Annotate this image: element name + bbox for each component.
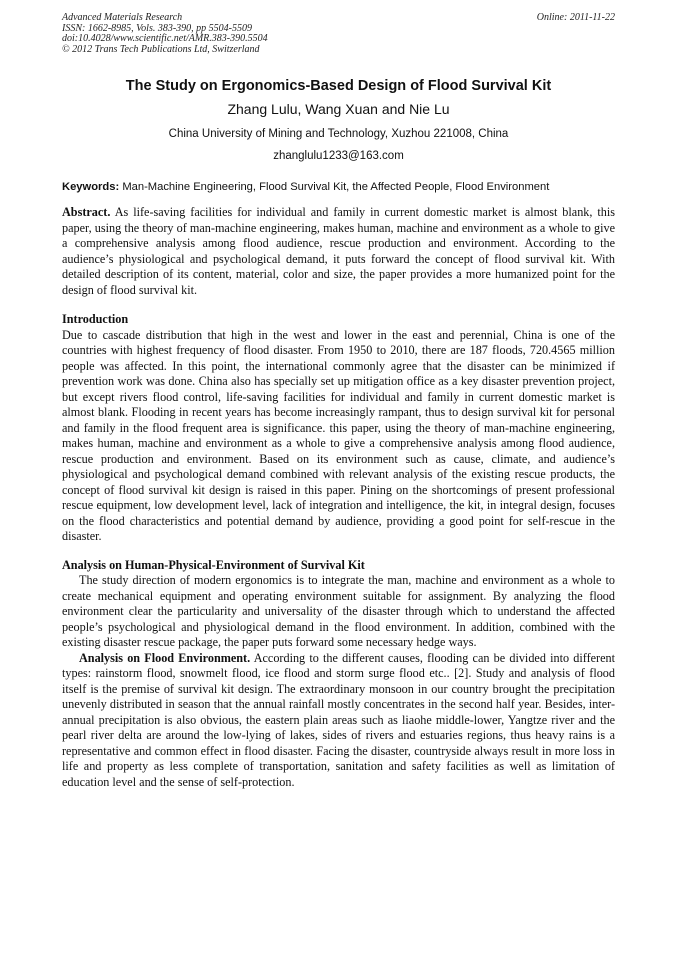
keywords-text: Man-Machine Engineering, Flood Survival Kit, the Affected People, Flood Environment bbox=[122, 181, 550, 193]
doi-line: doi:10.4028/www.scientific.net/AMR.383-390.5504 bbox=[62, 33, 268, 44]
keywords-label: Keywords: bbox=[62, 181, 120, 193]
abstract-label: Abstract. bbox=[62, 205, 111, 219]
paper-page bbox=[62, 13, 615, 790]
journal-name: Advanced Materials Research bbox=[62, 12, 183, 23]
flood-environment-label: Analysis on Flood Environment. bbox=[79, 650, 251, 665]
introduction-heading: Introduction bbox=[62, 312, 129, 326]
online-date: Online: 2011-11-22 bbox=[536, 12, 615, 23]
analysis-paragraph-2 bbox=[62, 651, 615, 791]
abstract bbox=[62, 205, 615, 298]
issn-line: ISSN: 1662-8985, Vols. 383-390, pp 5504-5509 bbox=[62, 22, 252, 34]
affiliation: China University of Mining and Technology, Xuzhou 221008, China bbox=[168, 128, 509, 140]
email: zhanglulu1233@163.com bbox=[273, 150, 404, 162]
abstract-text: As life-saving facilities for individual and family in current domestic market is almost blank, this paper, using the theory of man-machine engineering, makes human, machine and environment as a whole to give a comprehensive analysis among flood audience, rescue production and environment. According to the audience’s physiological and psychological demand, it puts forward the concept of flood survival kit. With detailed description of its content, material, color and size, the paper provides a more humanized point for the design of flood survival kit. bbox=[62, 205, 616, 297]
paper-title: The Study on Ergonomics-Based Design of Flood Survival Kit bbox=[125, 78, 552, 94]
analysis-paragraph-1: The study direction of modern ergonomics is to integrate the man, machine and environment as a whole to create mechanical equipment and operating environment suitable for assignment. By analyzing the flood environment clear the particularity and universality of the disaster through which to understand the affected people’s psychological and physiological demand in the flood environment. In addition, combined with the existing disaster rescue package, the paper puts forward some necessary hedge ways. bbox=[62, 573, 615, 649]
running-header bbox=[62, 13, 615, 55]
keywords bbox=[62, 180, 615, 194]
analysis-heading: Analysis on Human-Physical-Environment of Survival Kit bbox=[62, 557, 365, 572]
introduction-text: Due to cascade distribution that high in the west and lower in the east and perennial, China is one of the countries with highest frequency of flood disaster. From 1950 to 2010, there are 187 floods, 720.4565 million people was affected. In this point, the international commonly agree that the disaster can be minimized if prevention work was done. China also has specially set up mitigation office as a key disaster prevention project, but except rivers flood control, life-saving facilities for individual and family in current domestic market is almost blank. Flooding in recent years has become increasingly rampant, thus to design survival kit for personal and family in the flood frequent area is significance. this paper, using the theory of man-machine engineering, makes human, machine and environment as a whole to give a comprehensive analysis among flood audience, rescue production and environment. Based on its environment such as cause, climate, and audience’s physiological and psychological demand combined with relevant analysis of the existing rescue products, the concept of flood survival kit design is raised in this paper. Pining on the shortcomings of present professional rescue equipment, low development level, lack of integration and intelligence, the kit, in integral design, focuses on the flood characteristics and potential demand by audience, providing a good point for self-rescue in the disaster. bbox=[62, 327, 615, 543]
flood-environment-text: According to the different causes, flooding can be divided into different types: rainstorm flood, snowmelt flood, ice flood and storm surge flood etc.. [2]. Study and analysis of flood itself is the premise of survival kit design. The extraordinary monsoon in our country brought the precipitation unevenly distributed in season that the annual rainfall mostly concentrates in the second half year. Besides, inter-annual precipitation is also obvious, the eastern plain areas such as liaohe middle-lower, Yangtze river and the pearl river delta are around the low-lying of lakes, sides of rivers and estuaries regions, thus heavy rains is a representative and common effect in flood disaster. Facing the disaster, countryside always result in more loss in life and property as less complete of transportation, sanitation and safety facilities as well as limitation of education level and the sense of self-protection. bbox=[62, 650, 615, 789]
authors: Zhang Lulu, Wang Xuan and Nie Lu bbox=[227, 101, 450, 117]
journal-info bbox=[62, 13, 615, 55]
copyright-line: © 2012 Trans Tech Publications Ltd, Switzerland bbox=[62, 43, 260, 55]
